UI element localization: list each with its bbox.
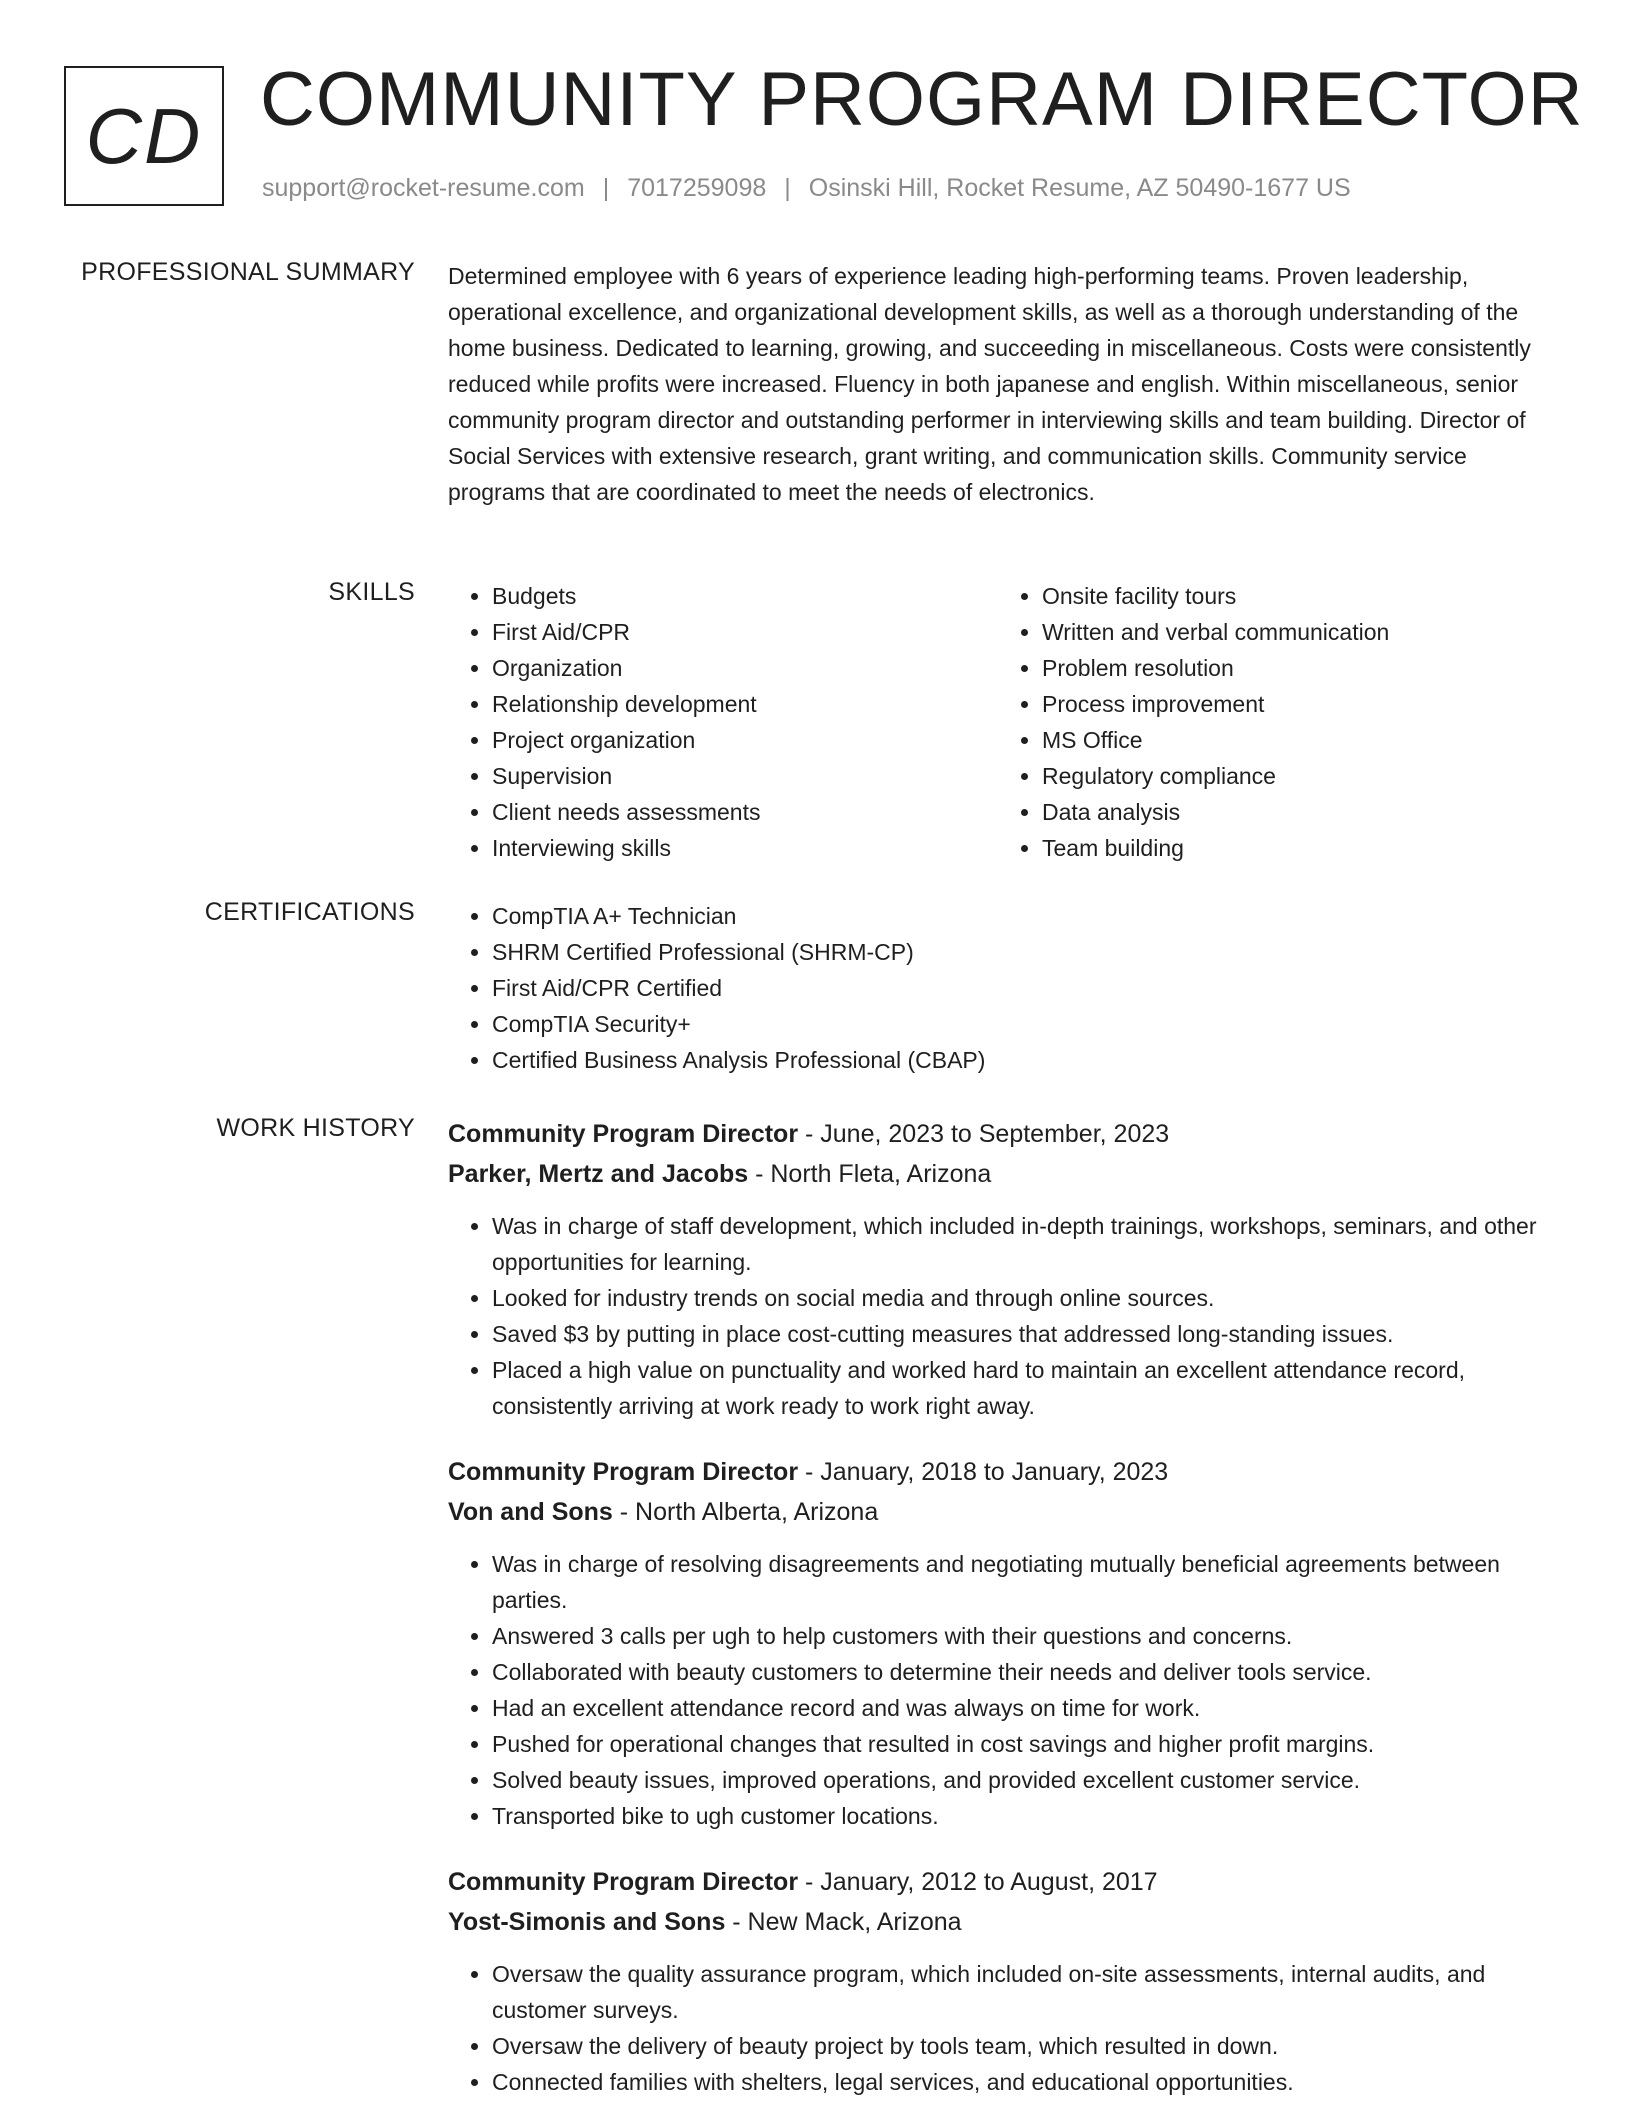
list-item: • Looked for industry trends on social media and through online sources. — [492, 1280, 1568, 1316]
job-dates: - June, 2023 to September, 2023 — [798, 1120, 1170, 1148]
job-title-line — [448, 1452, 1568, 1492]
job-location: - North Fleta, Arizona — [748, 1160, 992, 1188]
list-item: • CompTIA Security+ — [492, 1006, 1568, 1042]
skills-list-right — [998, 578, 1548, 866]
certifications-label: CERTIFICATIONS — [204, 898, 415, 926]
list-item: • Had an excellent attendance record and was always on time for work. — [492, 1690, 1568, 1726]
list-item: • First Aid/CPR — [492, 614, 998, 650]
list-item: • Was in charge of staff development, which included in-depth trainings, workshops, seminars, and other opportunities for learning. — [492, 1208, 1568, 1280]
job-entry — [448, 1114, 1568, 1424]
list-item: • Written and verbal communication — [1042, 614, 1548, 650]
list-item: • Pushed for operational changes that resulted in cost savings and higher profit margins. — [492, 1726, 1568, 1762]
work-history-label: WORK HISTORY — [216, 1114, 415, 1142]
list-item: • Answered 3 calls per ugh to help customers with their questions and concerns. — [492, 1618, 1568, 1654]
list-item: • Connected families with shelters, legal services, and educational opportunities. — [492, 2064, 1568, 2100]
list-item: • CompTIA A+ Technician — [492, 898, 1568, 934]
list-item: • Team building — [1042, 830, 1548, 866]
list-item: • Regulatory compliance — [1042, 758, 1548, 794]
contact-address: Osinski Hill, Rocket Resume, AZ 50490-1677 US — [808, 174, 1351, 202]
skills-body — [448, 578, 1568, 866]
job-company: Von and Sons — [448, 1498, 613, 1526]
summary-text: Determined employee with 6 years of experience leading high-performing teams. Proven leadership, operational excellence, and organizational development skills, as well as a thorough understanding of the home business. Dedicated to learning, growing, and succeeding in miscellaneous. Costs were consistently reduced while profits were increased. Fluency in both japanese and english. Within miscellaneous, senior community program director and outstanding performer in interviewing skills and team building. Director of Social Services with extensive research, grant writing, and communication skills. Community service programs that are coordinated to meet the needs of electronics. — [448, 263, 1531, 505]
list-item: • Transported bike to ugh customer locations. — [492, 1798, 1568, 1834]
work-history-body — [448, 1114, 1568, 2128]
list-item: • Project organization — [492, 722, 998, 758]
job-role: Community Program Director — [448, 1458, 799, 1486]
certifications-body — [448, 898, 1568, 1078]
job-title-line — [448, 1862, 1568, 1902]
job-company-line — [448, 1492, 1568, 1532]
job-location: - New Mack, Arizona — [725, 1908, 962, 1936]
job-dates: - January, 2012 to August, 2017 — [798, 1868, 1158, 1896]
summary-label: PROFESSIONAL SUMMARY — [81, 258, 415, 286]
list-item: • Was in charge of resolving disagreements and negotiating mutually beneficial agreements between parties. — [492, 1546, 1568, 1618]
list-item: • Budgets — [492, 578, 998, 614]
skills-list-left — [448, 578, 998, 866]
monogram-text: CD — [85, 91, 203, 180]
list-item: • Client needs assessments — [492, 794, 998, 830]
job-location: - North Alberta, Arizona — [612, 1498, 879, 1526]
monogram-box — [64, 66, 224, 206]
list-item: • Collaborated with beauty customers to determine their needs and deliver tools service. — [492, 1654, 1568, 1690]
list-item: • Relationship development — [492, 686, 998, 722]
job-role: Community Program Director — [448, 1120, 799, 1148]
list-item: • Data analysis — [1042, 794, 1548, 830]
contact-phone: 7017259098 — [627, 174, 767, 202]
list-item: • First Aid/CPR Certified — [492, 970, 1568, 1006]
job-bullets — [448, 1208, 1568, 1424]
job-company: Yost-Simonis and Sons — [448, 1908, 726, 1936]
list-item: • SHRM Certified Professional (SHRM-CP) — [492, 934, 1568, 970]
job-title-line — [448, 1114, 1568, 1154]
contact-line — [262, 174, 1351, 203]
list-item: • Onsite facility tours — [1042, 578, 1548, 614]
summary-body — [448, 258, 1568, 510]
job-bullets — [448, 1956, 1568, 2100]
list-item: • Oversaw the quality assurance program, which included on-site assessments, internal audits, and customer surveys. — [492, 1956, 1568, 2028]
job-company-line — [448, 1902, 1568, 1942]
job-bullets — [448, 1546, 1568, 1834]
list-item: • Interviewing skills — [492, 830, 998, 866]
contact-separator: | — [784, 174, 791, 202]
list-item: • Certified Business Analysis Professional (CBAP) — [492, 1042, 1568, 1078]
job-company-line — [448, 1154, 1568, 1194]
job-role: Community Program Director — [448, 1868, 799, 1896]
resume-title: COMMUNITY PROGRAM DIRECTOR — [260, 57, 1584, 142]
contact-email: support@rocket-resume.com — [262, 174, 585, 202]
skills-label: SKILLS — [328, 578, 415, 606]
list-item: • Supervision — [492, 758, 998, 794]
job-dates: - January, 2018 to January, 2023 — [798, 1458, 1169, 1486]
list-item: • Oversaw the delivery of beauty project by tools team, which resulted in down. — [492, 2028, 1568, 2064]
list-item: • Process improvement — [1042, 686, 1548, 722]
list-item: • MS Office — [1042, 722, 1548, 758]
certifications-list — [448, 898, 1568, 1078]
job-entry — [448, 1862, 1568, 2100]
contact-separator: | — [602, 174, 610, 202]
list-item: • Saved $3 by putting in place cost-cutting measures that addressed long-standing issues. — [492, 1316, 1568, 1352]
job-entry — [448, 1452, 1568, 1834]
job-company: Parker, Mertz and Jacobs — [448, 1160, 749, 1188]
list-item: • Problem resolution — [1042, 650, 1548, 686]
list-item: • Solved beauty issues, improved operations, and provided excellent customer service. — [492, 1762, 1568, 1798]
skills-grid — [448, 578, 1568, 866]
list-item: • Organization — [492, 650, 998, 686]
list-item: • Placed a high value on punctuality and worked hard to maintain an excellent attendance record, consistently arriving at work ready to work right away. — [492, 1352, 1568, 1424]
